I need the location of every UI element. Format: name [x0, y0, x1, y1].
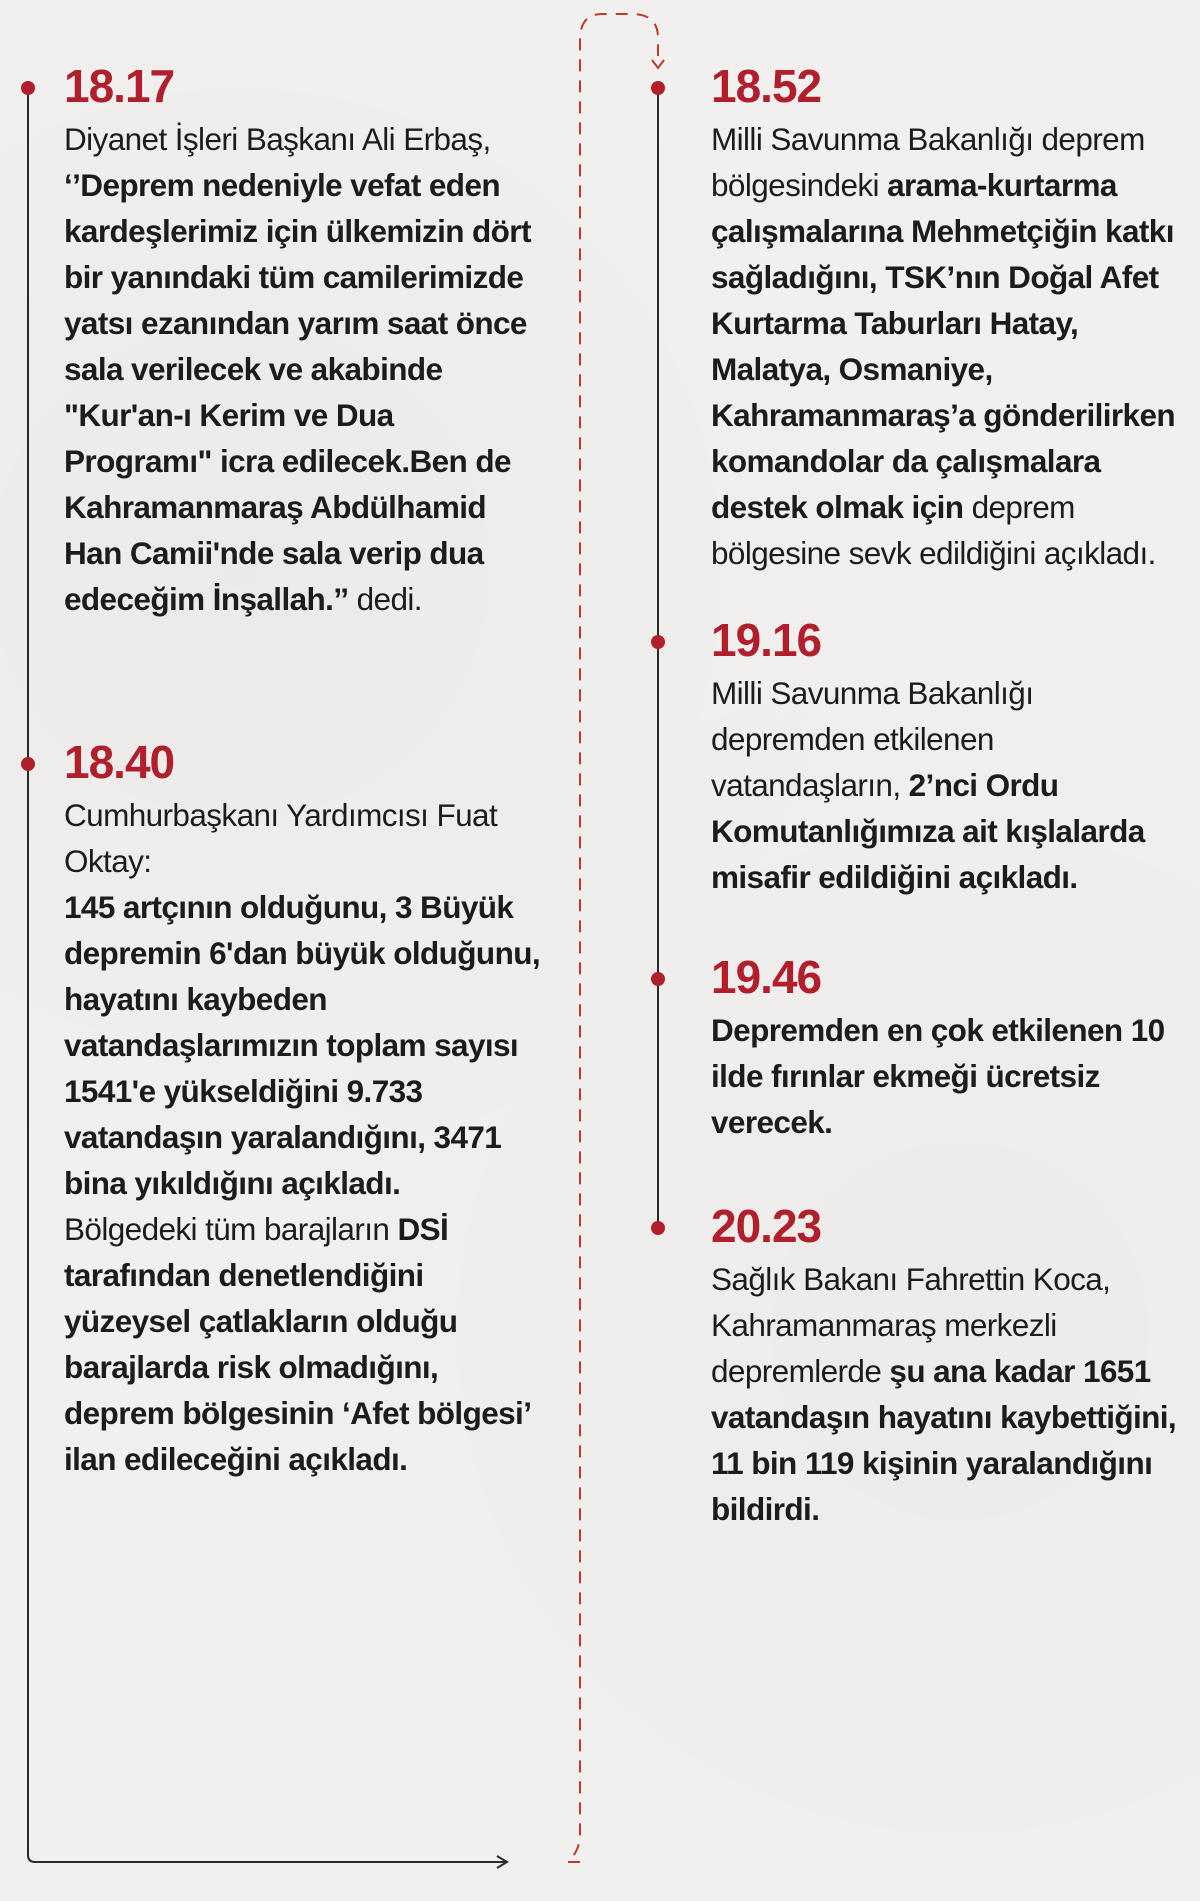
emphasis-text: ‘’Deprem nedeniyle vefat eden kardeşlerimiz için ülkemizin dört bir yanındaki tüm camilerimizde yatsı ezanından yarım saat önce sala verilecek ve akabinde "Kur'an-ı Kerim ve Dua Programı" icra edilecek.Ben de Kahramanmaraş Abdülhamid Han Camii'nde sala verip dua edeceğim İnşallah.’’: [64, 167, 531, 617]
plain-text: Bölgedeki tüm barajların: [64, 1211, 398, 1247]
plain-text: Diyanet İşleri Başkanı Ali Erbaş,: [64, 121, 491, 157]
plain-text: Milli Savunma Bakanlığı depremden etkilenen vatandaşların,: [711, 675, 1034, 803]
timeline-entry-19-16: [711, 616, 1181, 900]
dashed-connector: [568, 14, 658, 1862]
plain-text: Cumhurbaşkanı Yardımcısı Fuat Oktay:: [64, 797, 498, 879]
timeline-entry-18-17: [64, 62, 544, 622]
plain-text: Milli Savunma Bakanlığı deprem bölgesindeki: [711, 121, 1145, 203]
entry-time: 18.40: [64, 736, 175, 788]
timeline-entry-19-46: [711, 953, 1181, 1145]
emphasis-text: 145 artçının olduğunu, 3 Büyük depremin 6'dan büyük olduğunu, hayatını kaybeden vatandaşlarımızın toplam sayısı 1541'e yükseldiğini 9.733 vatandaşın yaralandığını, 3471 bina yıkıldığını açıkladı.: [64, 889, 541, 1201]
connector-arrow-icon: [652, 60, 664, 68]
timeline-dot: [651, 1221, 665, 1235]
entry-text: [711, 670, 1181, 900]
entry-text: [64, 792, 544, 1482]
timeline-entry-18-40: [64, 738, 544, 1482]
plain-text: deprem bölgesine sevk edildiğini açıkladı.: [711, 489, 1156, 571]
emphasis-text: Depremden en çok etkilenen 10 ilde fırınlar ekmeği ücretsiz verecek.: [711, 1012, 1165, 1140]
timeline-entry-20-23: [711, 1202, 1181, 1532]
emphasis-text: şu ana kadar 1651 vatandaşın hayatını kaybettiğini, 11 bin 119 kişinin yaralandığını bildirdi.: [711, 1353, 1177, 1527]
entry-text: [711, 1256, 1181, 1532]
timeline-entry-18-52: [711, 62, 1181, 576]
entry-text: [64, 116, 544, 622]
entry-time: 19.46: [711, 951, 822, 1003]
entry-time: 20.23: [711, 1200, 822, 1252]
plain-text: dedi.: [348, 581, 422, 617]
entry-time: 19.16: [711, 614, 822, 666]
timeline-dot: [21, 81, 35, 95]
plain-text: Sağlık Bakanı Fahrettin Koca, Kahramanmaraş merkezli depremlerde: [711, 1261, 1111, 1389]
timeline-dot: [651, 635, 665, 649]
entry-time: 18.52: [711, 60, 822, 112]
timeline-dot: [21, 757, 35, 771]
emphasis-text: arama-kurtarma çalışmalarına Mehmetçiğin katkı sağladığını, TSK’nın Doğal Afet Kurtarma Taburları Hatay, Malatya, Osmaniye, Kahramanmaraş’a gönderilirken komandolar da çalışmalara destek olmak için: [711, 167, 1176, 525]
emphasis-text: DSİ tarafından denetlendiğini yüzeysel çatlakların olduğu barajlarda risk olmadığını, deprem bölgesinin ‘Afet bölgesi’ ilan edileceğini açıkladı.: [64, 1211, 530, 1477]
entry-time: 18.17: [64, 60, 175, 112]
timeline-dot: [651, 81, 665, 95]
entry-text: [711, 116, 1181, 576]
entry-text: [711, 1007, 1181, 1145]
timeline-dot: [651, 972, 665, 986]
emphasis-text: 2’nci Ordu Komutanlığımıza ait kışlalarda misafir edildiğini açıkladı.: [711, 767, 1145, 895]
